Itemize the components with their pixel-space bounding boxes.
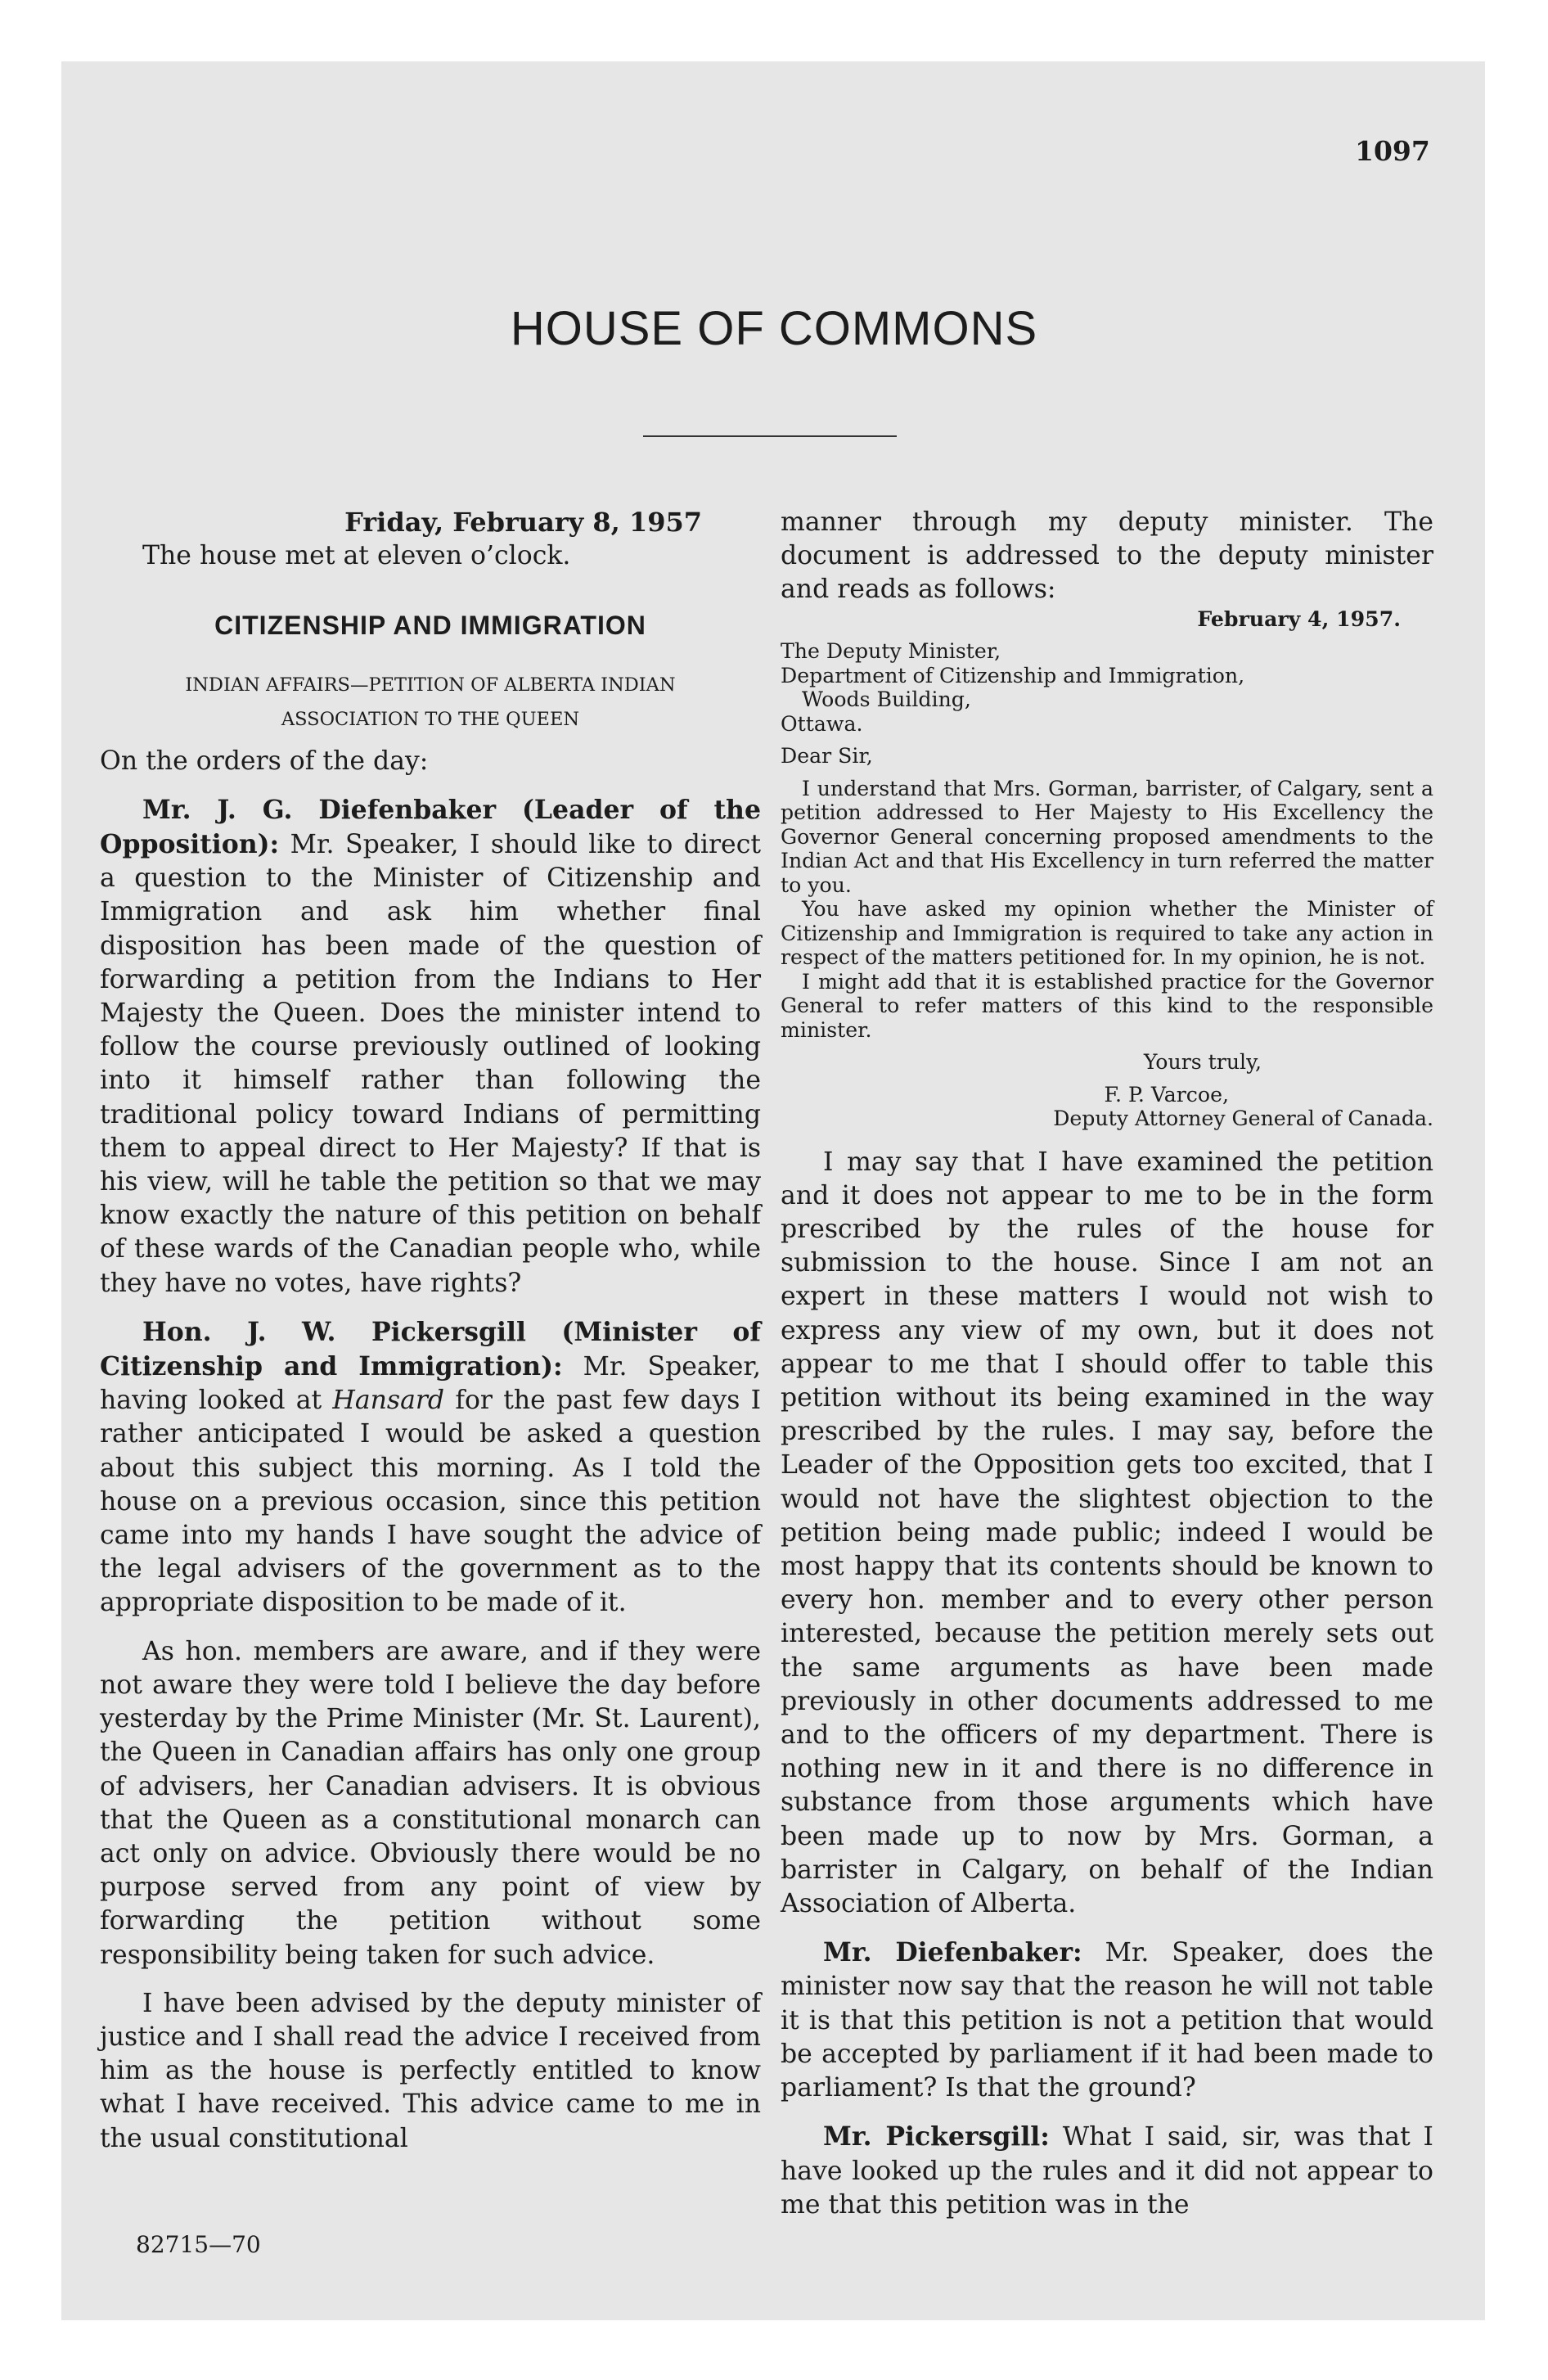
- paragraph: manner through my deputy minister. The document is addressed to the deputy minister and reads as follows:: [781, 507, 1433, 605]
- speech-text: Mr. Speaker, does the minister now say that the reason he will not table it is that this petition is not a petition that would be accepted by parliament if it had been made to parliament? Is that the ground?: [781, 1938, 1434, 2103]
- speech-pickersgill: [100, 1315, 761, 1620]
- subsection-title-line1: INDIAN AFFAIRS—PETITION OF ALBERTA INDIAN: [185, 674, 676, 696]
- letter-date: February 4, 1957.: [1197, 606, 1401, 631]
- heading-rule: [643, 435, 897, 437]
- speaker-name: Mr. Pickersgill:: [823, 2121, 1050, 2152]
- speech-text: Mr. Speaker, I should like to direct a question to the Minister of Citizenship and Immigration and ask him whether final disposition has been made of the question of forwarding a petition from the Indians to Her Majesty the Queen. Does the minister intend to follow the course previously outlined of looking into it himself rather than following the traditional policy toward Indians of permitting them to appeal direct to Her Majesty? If that is his view, will he table the petition so that we may know exactly the nature of this petition on behalf of these wards of the Canadian people who, while they have no votes, have rights?: [100, 830, 762, 1298]
- letter-signature-title: Deputy Attorney General of Canada.: [1053, 1107, 1433, 1131]
- right-column: [781, 506, 1433, 2222]
- speech-text: Mr. Speaker, having looked at: [100, 1352, 762, 1416]
- letter-paragraph: You have asked my opinion whether the Minister of Citizenship and Immigration is required to take any action in respect of the matters petitioned for. In my opinion, he is not.: [781, 897, 1433, 970]
- left-column: [100, 506, 761, 2156]
- footer-code: 82715—70: [136, 2231, 261, 2258]
- letter-signature: F. P. Varcoe,: [1104, 1082, 1229, 1107]
- letter-address: Department of Citizenship and Immigration,: [781, 663, 1245, 687]
- paragraph: I have been advised by the deputy minister of justice and I shall read the advice I received from him as the house is perfectly entitled to know what I have received. This advice came to me in the usual constitutional: [100, 1988, 761, 2153]
- speech-text: for the past few days I rather anticipated I would be asked a question about this subject this morning. As I told the house on a previous occasion, since this petition came into my hands I have sought the advice of the legal advisers of the government as to the appropriate disposition to be made of it.: [100, 1386, 762, 1618]
- speech-pickersgill-2: [781, 2120, 1433, 2222]
- hansard-italic: Hansard: [332, 1386, 445, 1416]
- letter-paragraph: I understand that Mrs. Gorman, barrister, of Calgary, sent a petition addressed to Her Majesty to His Excellency the Governor General concerning proposed amendments to the Indian Act and that His Excellency in turn referred the matter to you.: [781, 776, 1433, 897]
- page-number: 1097: [1355, 135, 1430, 167]
- paragraph: As hon. members are aware, and if they were not aware they were told I believe the day before yesterday by the Prime Minister (Mr. St. Laurent), the Queen in Canadian affairs has only one group of advisers, her Canadian advisers. It is obvious that the Queen as a constitutional monarch can act only on advice. Obviously there would be no purpose served from any point of view by forwarding the petition without some responsibility being taken for such advice.: [100, 1636, 761, 1970]
- quoted-letter: [781, 607, 1433, 1131]
- subsection-title-line2: ASSOCIATION TO THE QUEEN: [281, 708, 580, 730]
- speech-diefenbaker-2: [781, 1936, 1433, 2105]
- orders-of-day: On the orders of the day:: [100, 746, 429, 776]
- letter-salutation: Dear Sir,: [781, 744, 873, 769]
- letter-address: Woods Building,: [802, 687, 971, 712]
- section-title: CITIZENSHIP AND IMMIGRATION: [214, 611, 646, 641]
- speaker-name: Mr. J. G. Diefenbaker (Leader of the Opposition):: [100, 794, 761, 860]
- speaker-name: Mr. Diefenbaker:: [823, 1937, 1082, 1968]
- letter-closing: Yours truly,: [1143, 1050, 1262, 1075]
- speaker-name: Hon. J. W. Pickersgill (Minister of Citizenship and Immigration):: [100, 1316, 761, 1382]
- house-met-line: The house met at eleven o’clock.: [142, 541, 571, 571]
- letter-address: Ottawa.: [781, 711, 863, 736]
- letter-address: The Deputy Minister,: [781, 639, 1001, 664]
- sitting-date: Friday, February 8, 1957: [344, 507, 702, 538]
- letter-paragraph: I might add that it is established practice for the Governor General to refer matters of this kind to the responsible minister.: [781, 969, 1433, 1042]
- speech-diefenbaker: [100, 793, 761, 1300]
- paragraph: I may say that I have examined the petition and it does not appear to me to be in the form prescribed by the rules of the house for submission to the house. Since I am not an expert in these matters I would not wish to express any view of my own, but it does not appear to me that I should offer to table this petition without its being examined in the way prescribed by the rules. I may say, before the Leader of the Opposition gets too excited, that I would not have the slightest objection to the petition being made public; indeed I would be most happy that its contents should be known to every hon. member and to every other person interested, because the petition merely sets out the same arguments as have been made previously in other documents addressed to me and to the officers of my department. There is nothing new in it and there is no difference in substance from those arguments which have been made up to now by Mrs. Gorman, a barrister in Calgary, on behalf of the Indian Association of Alberta.: [781, 1147, 1433, 1919]
- page-heading: HOUSE OF COMMONS: [510, 302, 1038, 355]
- speech-text: What I said, sir, was that I have looked up the rules and it did not appear to me that this petition was in the: [781, 2122, 1434, 2220]
